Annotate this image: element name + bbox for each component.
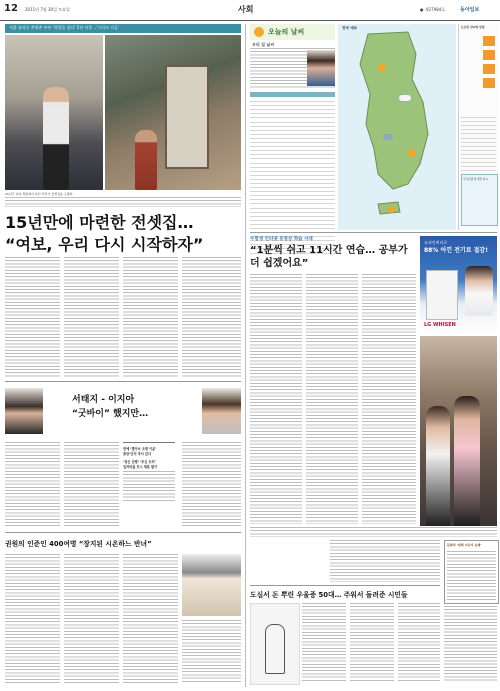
doshi-illustration bbox=[250, 603, 300, 685]
feature-kicker: 서울 송파동 쪽방촌 부부 '희망을 찾다' 5년 이후…'그러고 지금' bbox=[9, 25, 119, 30]
temp-chip-1 bbox=[483, 36, 495, 46]
rescue-body-col4 bbox=[182, 620, 241, 684]
woman-silhouette bbox=[135, 130, 157, 190]
weather-title bbox=[250, 24, 335, 40]
weather-subtitle: 우리 집 날씨 bbox=[252, 42, 275, 47]
interview-headline-1: 서태지 - 이지아 bbox=[72, 395, 135, 405]
feature-kicker-bar bbox=[5, 24, 241, 33]
rescue-body-col1 bbox=[5, 554, 60, 684]
sun-icon bbox=[254, 27, 264, 37]
student-1 bbox=[426, 406, 450, 526]
side-box-line-3: ‘정신 진행’ ‘무신 트러’ bbox=[123, 460, 156, 464]
weather-map bbox=[338, 24, 456, 230]
exam-tail-col bbox=[330, 540, 440, 582]
page-number: 12 bbox=[4, 3, 18, 14]
ad-aircon-unit bbox=[426, 270, 458, 320]
weather-reporter-photo bbox=[307, 50, 335, 86]
doshi-body-col3 bbox=[398, 603, 440, 683]
weather-right-strip bbox=[458, 24, 498, 230]
weather-table-header bbox=[250, 92, 335, 97]
lg-whisen-ad bbox=[420, 236, 497, 333]
temp-chip-4 bbox=[483, 78, 495, 88]
rescue-headline: 권원의 인준인 400여명 “장지된 시온하느 반녀” bbox=[5, 540, 152, 548]
exam-headline: “1분씩 쉬고 11시간 연습… 공부가 더 쉽겠어요” bbox=[250, 245, 408, 269]
temp-chip-2 bbox=[483, 50, 495, 60]
exam-photo bbox=[420, 336, 497, 526]
mini-box-text bbox=[447, 551, 496, 601]
rescue-body-col2 bbox=[64, 554, 119, 684]
temp-chip-3 bbox=[483, 64, 495, 74]
header-bar bbox=[0, 0, 500, 20]
interview-photo-right bbox=[202, 388, 241, 434]
feature-photo-portrait bbox=[5, 35, 103, 190]
rescue-body-col3 bbox=[123, 554, 178, 684]
interview-side-box bbox=[123, 442, 175, 503]
paper-logo: 동아일보 bbox=[460, 7, 480, 13]
illustration-figure bbox=[265, 624, 285, 674]
side-box-line-1: 연예 ‘별아브 조명 이룬’ bbox=[123, 447, 157, 451]
weather-table-rows bbox=[250, 98, 335, 254]
interview-body-col2 bbox=[64, 442, 119, 527]
rain-icon bbox=[383, 134, 393, 140]
student-2 bbox=[454, 396, 480, 526]
feature-headline-2: “여보, 우리 다시 시작하자” bbox=[5, 235, 204, 254]
side-box-line-4: 일자리를 모시 재혼 밤기 bbox=[123, 465, 158, 469]
issue-date: 2011년 7월 30일 토요일 bbox=[25, 7, 70, 12]
feature-body-col3 bbox=[123, 257, 178, 377]
weather-strip-table bbox=[461, 114, 496, 180]
feature-photo-caption: 15년간 지하 쪽방에서 살던 부부가 전셋집을 구했다. bbox=[5, 192, 74, 196]
doshi-body-col2 bbox=[350, 603, 394, 683]
ad-brand: LG WHISEN bbox=[424, 322, 456, 328]
exam-body-col3 bbox=[362, 274, 416, 524]
rescue-photo bbox=[182, 554, 241, 616]
exam-kicker: 수험생 인터넷 동영상 학습 시대 bbox=[250, 237, 313, 242]
feature-body-col1 bbox=[5, 257, 60, 377]
mini-box-title: 문화의 ‘새벽 지나서 순례’ bbox=[447, 543, 482, 547]
sun-icon bbox=[408, 149, 416, 157]
section-label: 사회 bbox=[238, 5, 254, 14]
map-legend-title: 전국 예보 bbox=[342, 26, 358, 30]
interview-body-col1 bbox=[5, 442, 60, 527]
column-divider bbox=[245, 24, 246, 687]
weather-ad-label: 우리은행 빛 희망 날씨 bbox=[463, 178, 489, 181]
interview-headline-2: “굿바이” 했지만… bbox=[72, 409, 149, 419]
brand-mark: ● 제27984호 bbox=[420, 7, 446, 12]
weather-strip-label: 토요일 날씨와 알림 bbox=[461, 25, 485, 29]
side-box-line-2: 총판·단지 추사 있다 bbox=[123, 452, 152, 456]
exam-body-col1 bbox=[250, 274, 302, 524]
weather-title-text: 오늘의 날씨 bbox=[268, 28, 305, 36]
door-frame bbox=[165, 65, 209, 169]
interview-bottom-rule bbox=[5, 532, 241, 533]
korea-map-shape bbox=[338, 24, 456, 230]
feature-body-col2 bbox=[64, 257, 119, 377]
weather-table bbox=[250, 92, 335, 222]
doshi-body-col4 bbox=[444, 606, 497, 683]
weather-chip-column bbox=[483, 36, 495, 106]
ad-big-line: 88% 아낀 전기료 절감! bbox=[424, 247, 488, 254]
cloud-icon bbox=[398, 94, 412, 102]
interview-body-col4 bbox=[182, 442, 241, 527]
weather-ad-box bbox=[461, 174, 498, 226]
doshi-body-col1 bbox=[302, 603, 346, 683]
sun-icon bbox=[378, 64, 386, 72]
exam-photo-caption bbox=[250, 527, 497, 537]
lower-rule bbox=[250, 585, 440, 586]
doshi-headline: 도심서 돈 뿌린 우울증 50대… 주워서 돌려준 시민들 bbox=[250, 591, 408, 599]
side-box-text bbox=[123, 471, 175, 501]
exam-body-col2 bbox=[306, 274, 358, 524]
interview-photo-left bbox=[5, 388, 43, 434]
man-silhouette bbox=[43, 87, 69, 190]
weather-bottom-rule bbox=[250, 232, 497, 233]
feature-photo-alley bbox=[105, 35, 241, 190]
feature-headline-1: 15년만에 마련한 전셋집… bbox=[5, 213, 194, 232]
header-rule bbox=[0, 20, 500, 21]
ad-top-line: 슈퍼인버터로 bbox=[424, 240, 448, 245]
feature-caption-lines bbox=[5, 197, 241, 207]
sun-icon bbox=[388, 206, 395, 213]
ad-model-photo bbox=[465, 266, 493, 316]
feature-bottom-rule bbox=[5, 381, 241, 382]
feature-body-col4 bbox=[182, 257, 241, 377]
mini-box bbox=[444, 540, 499, 604]
